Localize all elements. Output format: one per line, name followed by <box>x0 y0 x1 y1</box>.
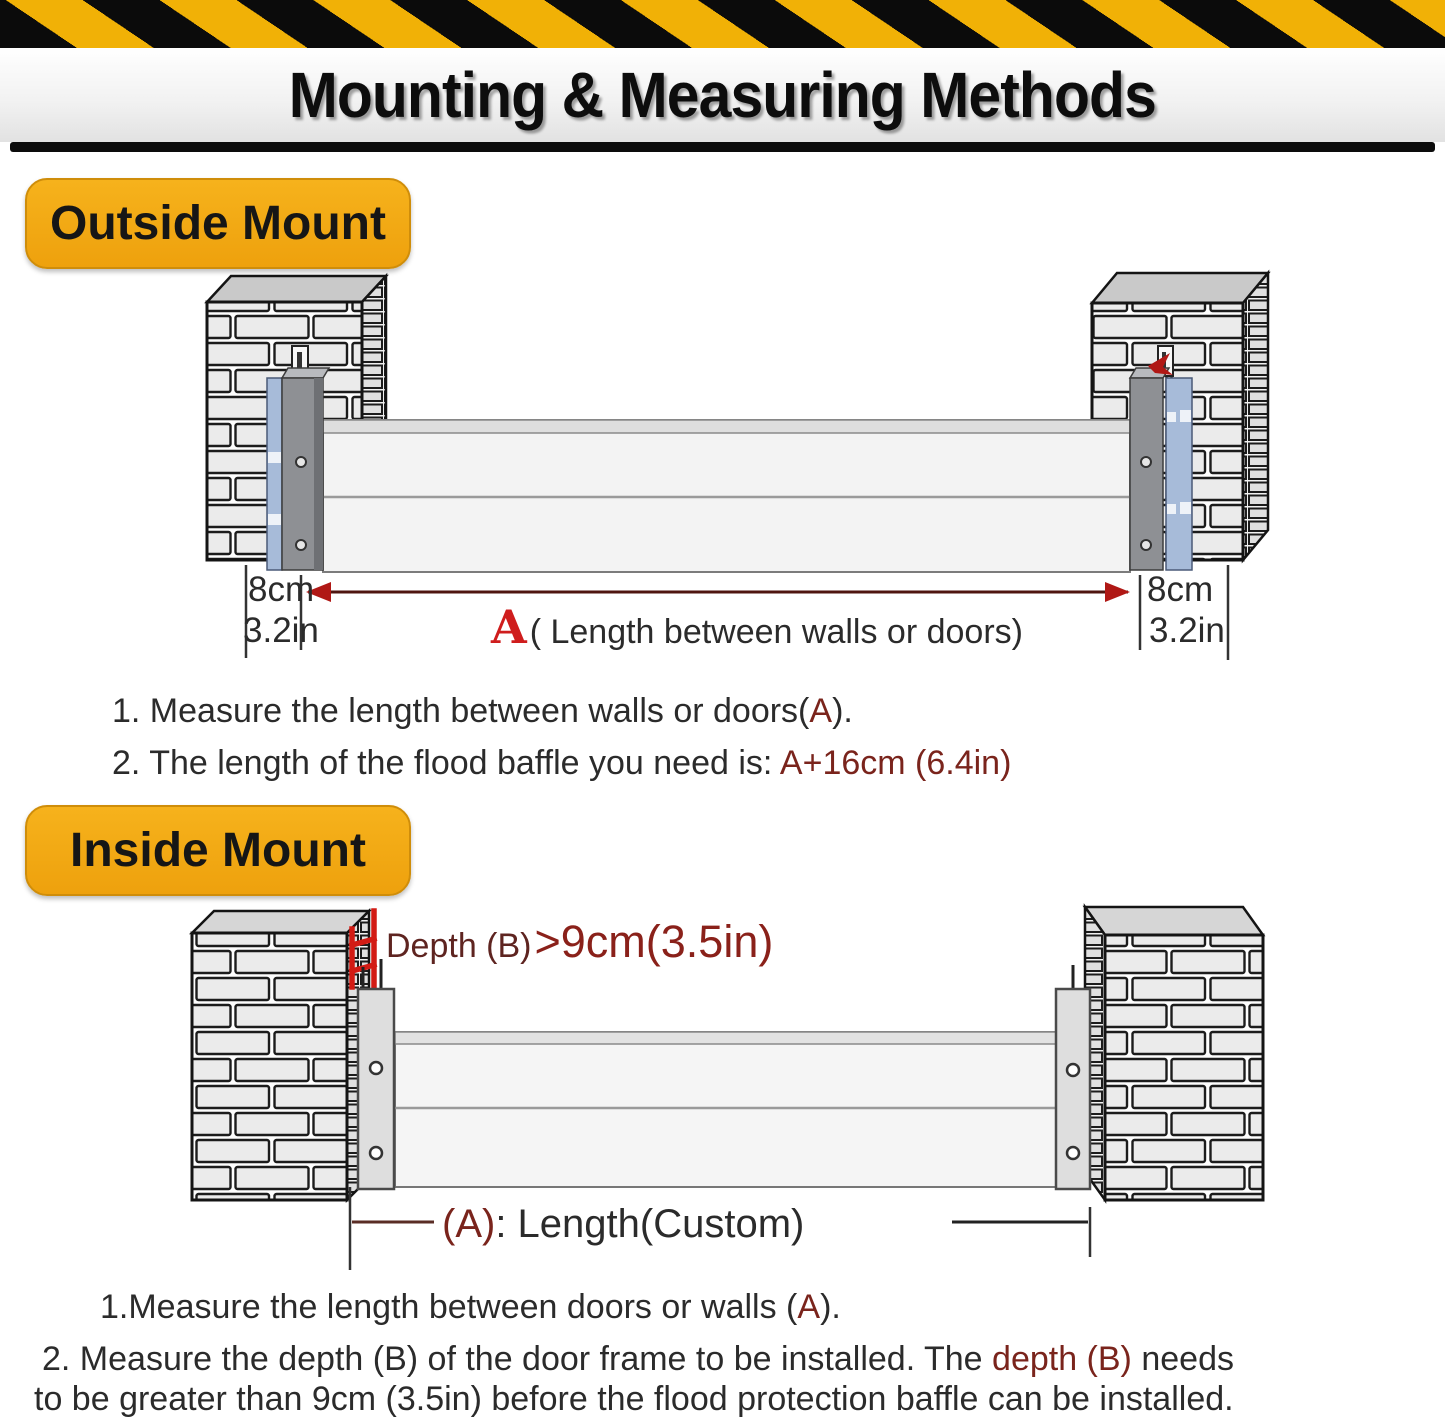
depth-prefix: Depth (B) <box>386 927 532 965</box>
screw <box>370 1147 382 1159</box>
inside-step-1: 1.Measure the length between doors or walls (A). <box>100 1288 841 1326</box>
header-divider <box>10 142 1435 152</box>
outside-step-1: 1. Measure the length between walls or doors(A). <box>112 692 853 730</box>
flood-baffle <box>395 1032 1060 1187</box>
screw <box>1067 1064 1079 1076</box>
hazard-stripe-band <box>0 0 1445 48</box>
right-gap-cm-label: 8cm <box>1147 570 1214 609</box>
inside-step-2-line1: 2. Measure the depth (B) of the door frame to be installed. The depth (B) needs <box>42 1340 1234 1378</box>
left-mounting-bracket <box>267 368 329 570</box>
inside-mount-badge <box>25 805 411 896</box>
right-gap-in-label: 3.2in <box>1149 611 1225 650</box>
inside-step-2-line2: to be greater than 9cm (3.5in) before the flood protection baffle can be installed. <box>34 1380 1234 1418</box>
outside-step-2: 2. The length of the flood baffle you need is: A+16cm (6.4in) <box>112 744 1012 782</box>
left-mounting-bracket <box>358 989 394 1189</box>
span-arrow <box>306 582 1130 602</box>
depth-label <box>386 916 773 968</box>
title-band <box>0 48 1445 142</box>
right-mounting-bracket <box>1130 353 1192 570</box>
screw <box>370 1062 382 1074</box>
screw <box>1141 457 1151 467</box>
depth-value: >9cm(3.5in) <box>534 916 774 967</box>
right-brick-pillar <box>1085 907 1263 1200</box>
flood-baffle <box>323 420 1130 572</box>
length-custom-label: (A): Length(Custom) <box>442 1202 805 1246</box>
span-text: ( Length between walls or doors) <box>529 613 1023 651</box>
left-brick-pillar <box>192 911 369 1200</box>
left-gap-cm-label: 8cm <box>248 570 315 609</box>
inside-mount-badge-label: Inside Mount <box>70 824 366 877</box>
left-gap-in-label: 3.2in <box>243 611 319 650</box>
outside-mount-badge <box>25 178 411 269</box>
right-mounting-bracket <box>1056 965 1090 1189</box>
screw <box>1141 540 1151 550</box>
screw <box>296 457 306 467</box>
screw <box>1067 1147 1079 1159</box>
screw <box>296 540 306 550</box>
outside-mount-badge-label: Outside Mount <box>50 197 386 250</box>
seal-channel <box>267 378 282 570</box>
page-title: Mounting & Measuring Methods <box>288 59 1157 131</box>
seal-channel <box>1166 378 1192 570</box>
span-letter: A <box>491 600 527 654</box>
span-length-label <box>491 600 1023 654</box>
